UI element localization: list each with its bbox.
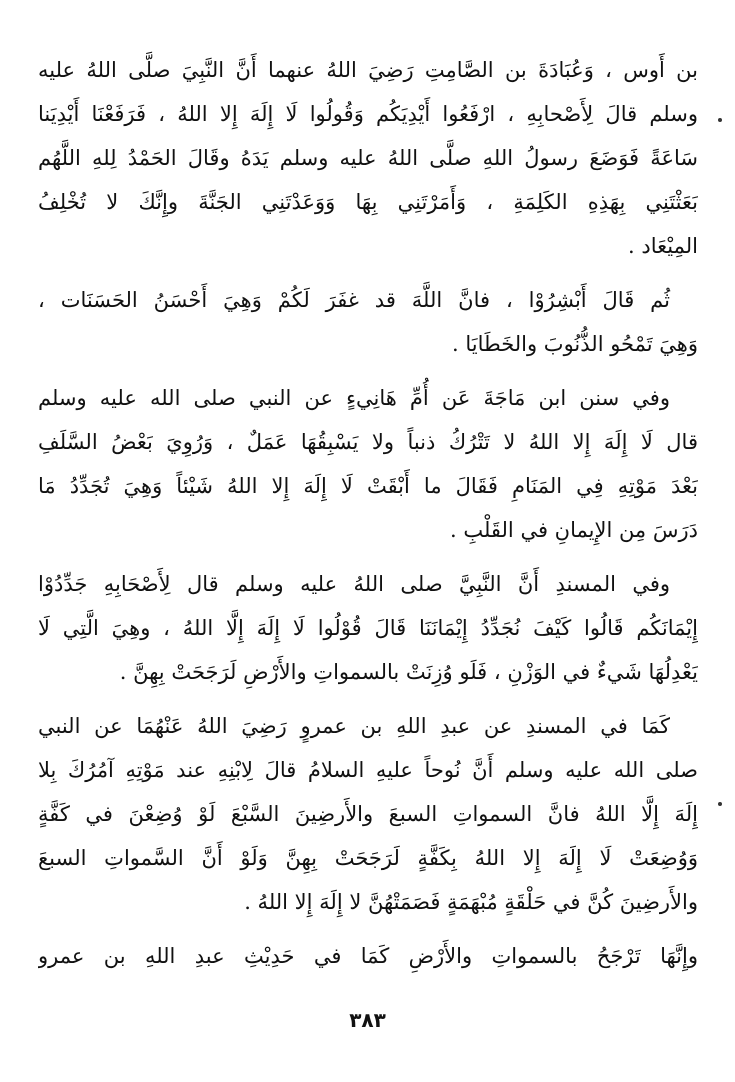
text-line: وسلم قالَ لِأَصْحابِهِ ، ارْفَعُوا أَيْدِيَكُم وَقُولُوا لَا إِلَهَ إِلا اللهُ ، فَرَفَعْنَا أَيْدِيَنا <box>38 102 698 126</box>
text-line: صلى الله عليه وسلم أَنَّ نُوحاً عليهِ السلامُ قالَ لِابْنِهِ عند مَوْتِهِ آمُرُكَ بِلا <box>38 758 698 782</box>
text-line: وفي المسندِ أَنَّ النَّبِيَّ صلى اللهُ عليه وسلم قال لِأَصْحَابِهِ جَدِّدُوْا <box>38 572 670 596</box>
text-line: قال لَا إِلَهَ إِلا اللهُ لا تَتْرُكُ ذنباً ولا يَسْبِقُهَا عَمَلٌ ، وَرُوِيَ بَعْضُ السَّلَفِ <box>38 430 698 454</box>
paragraph-2 <box>38 278 698 366</box>
text-line: بن أَوس ، وَعُبَادَةَ بن الصَّامِتِ رَضِيَ اللهُ عنهما أَنَّ النَّبِيَ صلَّى اللهُ عليه <box>38 58 698 82</box>
paragraph-5 <box>38 704 698 924</box>
text-line: يَعْدِلُهَا شَيءٌ في الوَزْنِ ، فَلَو وُزِنَتْ بالسمواتِ والأَرْضِ لَرَجَحَتْ بِهِنَّ . <box>119 660 698 684</box>
text-line: كَمَا في المسندِ عن عبدِ اللهِ بن عمروٍ رَضِيَ اللهُ عَنْهُمَا عن النبي <box>38 714 670 738</box>
text-line: دَرَسَ مِن الإِيمانِ في القَلْبِ . <box>449 518 698 542</box>
text-line: وإِنَّهَا تَرْجَحُ بالسمواتِ والأَرْضِ كَمَا في حَدِيْثِ عبدِ اللهِ بن عمرو <box>38 944 698 968</box>
paragraph-4 <box>38 562 698 694</box>
text-line: إِيْمَانَكُم قَالُوا كَيْفَ نُجَدِّدُ إِيْمَانَنَا قَالَ قُوْلُوا لَا إِلَهَ إِلَّا اللهُ ، وهِيَ الَّتِي لَا <box>38 616 698 640</box>
text-line: المِيْعَاد . <box>628 234 698 258</box>
paragraph-1 <box>38 48 698 268</box>
text-line: إِلَهَ إِلَّا اللهُ فانَّ السمواتِ السبعَ والأَرضِينَ السَّبْعَ لَوْ وُضِعْنَ في كَفَّةٍ <box>38 802 698 826</box>
paragraph-3 <box>38 376 698 552</box>
text-line: بَعْدَ مَوْتِهِ فِي المَنَامِ فَقَالَ ما أَبْقَتْ لَا إِلَهَ إِلا اللهُ شَيْئاً وَهِيَ تُجَدِّدُ مَا <box>38 474 698 498</box>
text-line: ثُم قَالَ أَبْشِرُوْا ، فانَّ اللَّهَ قد غفَرَ لَكُمْ وَهِيَ أَحْسَنُ الحَسَنَات ، <box>38 288 670 312</box>
text-line: وَهِيَ تَمْحُو الذُّنُوبَ والخَطَايَا . <box>451 332 698 356</box>
margin-dot <box>718 802 722 806</box>
text-line: سَاعَةً فَوَضَعَ رسولُ اللهِ صلَّى اللهُ عليه وسلم يَدَهُ وقَالَ الحَمْدُ لِلهِ اللَّهُم <box>38 146 698 170</box>
text-line: بَعَثْتَنِي بِهَذِهِ الكَلِمَةِ ، وَأَمَرْتَنِي بِهَا وَوَعَدْتَنِي الجَنَّةَ وإِنَّكَ لا تُخْلِفُ <box>38 190 698 214</box>
page-number: ٣٨٣ <box>349 1008 386 1032</box>
margin-dot <box>718 118 722 122</box>
text-line: وَوُضِعَتْ لَا إِلَهَ إِلا اللهُ بِكَفَّةٍ لَرَجَحَتْ بِهِنَّ وَلَوْ أَنَّ السَّمواتِ السبعَ <box>38 846 698 870</box>
text-line: وفي سنن ابن مَاجَةَ عَن أُمِّ هَانِيءٍ عن النبي صلى الله عليه وسلم <box>38 386 670 410</box>
paragraph-6 <box>38 934 698 978</box>
page-body <box>38 48 698 1048</box>
text-line: والأَرضِينَ كُنَّ في حَلْقَةٍ مُبْهَمَةٍ فَصَمَتْهُنَّ لا إِلَهَ إِلا اللهُ . <box>244 890 698 914</box>
